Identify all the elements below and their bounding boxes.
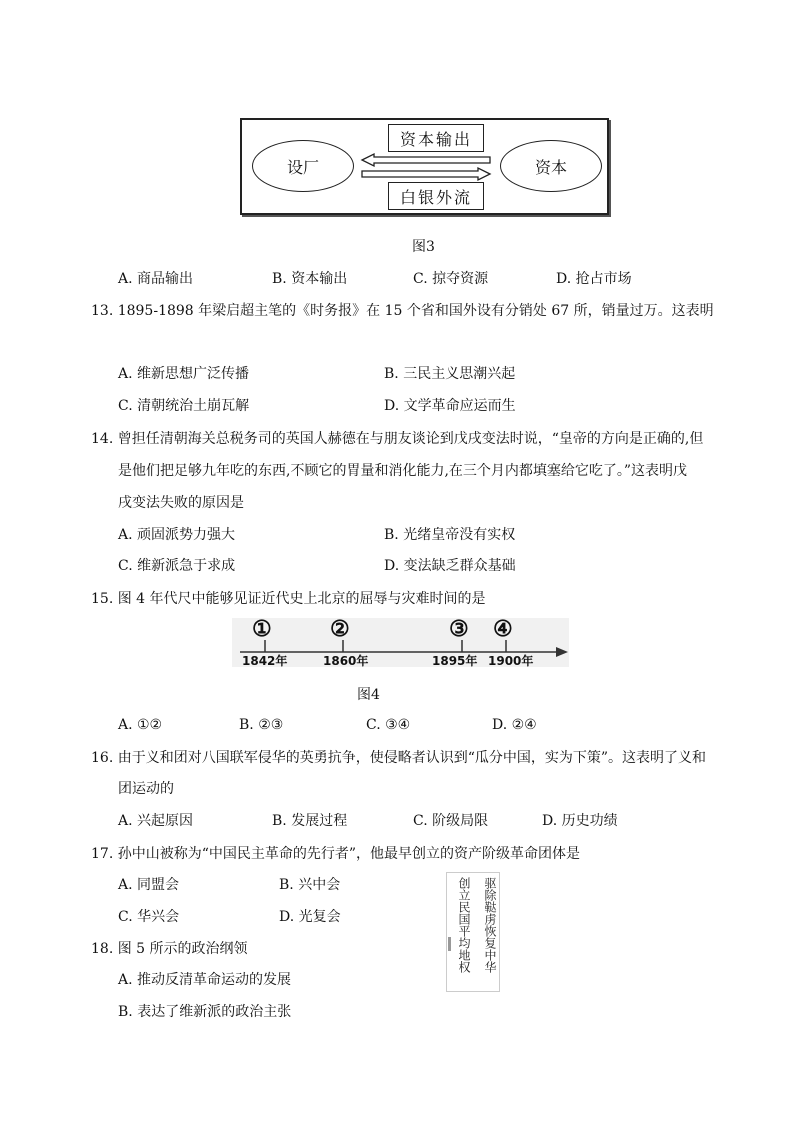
q17-stem: 17. 孙中山被称为“中国民主革命的先行者”，他最早创立的资产阶级革命团体是 <box>91 846 581 862</box>
timeline-year-1842: 1842年 <box>242 654 288 668</box>
q18-option-a: A. 推动反清革命运动的发展 <box>118 972 292 988</box>
q18-option-b: B. 表达了维新派的政治主张 <box>118 1004 292 1020</box>
q14-stem-line3: 戌变法失败的原因是 <box>118 495 244 511</box>
q13-stem: 13. 1895-1898 年梁启超主笔的《时务报》在 15 个省和国外设有分销处 67 所，销量过万。这表明 <box>91 303 714 319</box>
right-arrow <box>362 168 490 180</box>
timeline-mark-3: ③ <box>449 616 469 642</box>
q18-stem: 18. 图 5 所示的政治纲领 <box>91 941 248 957</box>
q12-option-c: C. 掠夺资源 <box>413 271 489 287</box>
q17-option-b: B. 兴中会 <box>279 877 341 893</box>
q16-stem-line2: 团运动的 <box>118 781 174 797</box>
capital-export-box: 资本输出 <box>388 124 484 152</box>
timeline-year-1900: 1900年 <box>488 654 534 668</box>
q13-option-a: A. 维新思想广泛传播 <box>118 366 250 382</box>
q12-option-b: B. 资本输出 <box>272 271 348 287</box>
q13-option-b: B. 三民主义思潮兴起 <box>384 366 516 382</box>
timeline-mark-1: ① <box>252 616 272 642</box>
q16-option-c: C. 阶级局限 <box>413 813 489 829</box>
silver-outflow-box: 白银外流 <box>388 182 484 210</box>
q16-stem-line1: 16. 由于义和团对八国联军侵华的英勇抗争，使侵略者认识到“瓜分中国，实为下策”。这表明了义和 <box>91 750 707 766</box>
q13-option-c: C. 清朝统治土崩瓦解 <box>118 398 250 414</box>
calligraphy-right-column: 驱除鞑虏恢复中华 <box>483 877 497 973</box>
q15-option-d: D. ②④ <box>492 717 537 733</box>
q15-option-b: B. ②③ <box>239 717 284 733</box>
seal-mark <box>448 937 451 951</box>
q14-option-d: D. 变法缺乏群众基础 <box>384 558 516 574</box>
timeline-year-1895: 1895年 <box>432 654 478 668</box>
figure-4-timeline <box>232 618 569 667</box>
q14-option-b: B. 光绪皇帝没有实权 <box>384 527 516 543</box>
timeline-year-1860: 1860年 <box>323 654 369 668</box>
left-arrow <box>362 154 490 166</box>
q17-option-a: A. 同盟会 <box>118 877 180 893</box>
timeline-mark-4: ④ <box>493 616 513 642</box>
q17-option-d: D. 光复会 <box>279 909 341 925</box>
q15-option-c: C. ③④ <box>366 717 411 733</box>
q15-option-a: A. ①② <box>118 717 163 733</box>
q16-option-a: A. 兴起原因 <box>118 813 194 829</box>
q16-option-d: D. 历史功绩 <box>542 813 618 829</box>
figure-3-diagram <box>240 118 609 215</box>
capital-oval: 资本 <box>500 140 602 192</box>
q14-stem-line1: 14. 曾担任清朝海关总税务司的英国人赫德在与朋友谈论到戊戌变法时说，“皇帝的方向是正确的,但 <box>91 431 704 447</box>
figure-3-caption: 图3 <box>412 239 435 255</box>
q17-option-c: C. 华兴会 <box>118 909 180 925</box>
q14-stem-line2: 是他们把足够九年吃的东西,不顾它的胃量和消化能力,在三个月内都填塞给它吃了。”这表明戊 <box>118 463 688 479</box>
timeline-mark-2: ② <box>330 616 350 642</box>
q14-option-c: C. 维新派急于求成 <box>118 558 236 574</box>
calligraphy-left-column: 创立民国平均地权 <box>457 877 471 973</box>
figure-5-calligraphy <box>446 872 500 992</box>
q12-option-d: D. 抢占市场 <box>556 271 632 287</box>
q12-option-a: A. 商品输出 <box>118 271 194 287</box>
q13-option-d: D. 文学革命应运而生 <box>384 398 516 414</box>
factory-oval: 设厂 <box>252 140 354 192</box>
q15-stem: 15. 图 4 年代尺中能够见证近代史上北京的屈辱与灾难时间的是 <box>91 591 486 607</box>
q16-option-b: B. 发展过程 <box>272 813 348 829</box>
q14-option-a: A. 顽固派势力强大 <box>118 527 236 543</box>
figure-4-caption: 图4 <box>357 687 380 703</box>
flow-arrows <box>242 120 607 213</box>
